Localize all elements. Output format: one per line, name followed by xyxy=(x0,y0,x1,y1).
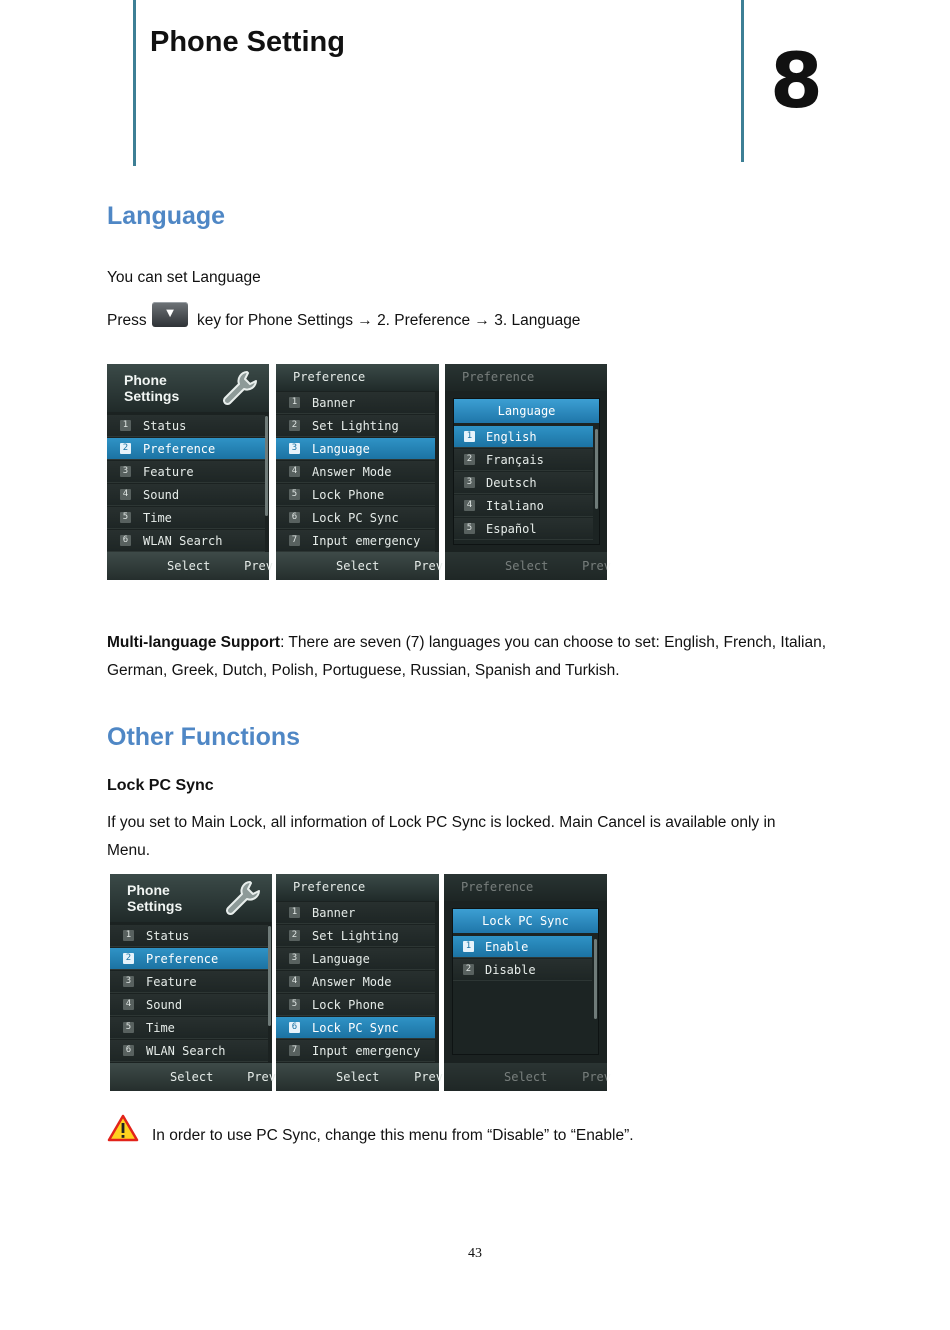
scrollbar[interactable] xyxy=(265,416,268,516)
item-number: 3 xyxy=(289,443,300,454)
popup-option[interactable] xyxy=(454,472,593,494)
select-softkey[interactable]: Select xyxy=(336,1070,380,1084)
menu-item[interactable] xyxy=(110,994,268,1016)
preference-item[interactable] xyxy=(276,1040,435,1062)
item-label: Set Lighting xyxy=(312,419,399,433)
preference-screen-2 xyxy=(276,874,443,1091)
item-number: 1 xyxy=(463,941,474,952)
scrollbar[interactable] xyxy=(268,926,271,1026)
prev-softkey[interactable]: Prev xyxy=(582,559,611,573)
item-label: Feature xyxy=(146,975,197,989)
item-label: Input emergency xyxy=(312,534,421,548)
menu-item[interactable] xyxy=(110,1017,268,1039)
item-label: WLAN Search xyxy=(146,1044,226,1058)
item-number: 4 xyxy=(289,976,300,987)
softkey-bar xyxy=(444,1063,611,1091)
item-label: Sound xyxy=(146,998,183,1012)
item-number: 2 xyxy=(464,454,475,465)
phone-settings-screen xyxy=(107,364,273,580)
screen-title: Preference xyxy=(445,364,607,391)
language-intro: You can set Language xyxy=(107,269,261,286)
popup-option[interactable] xyxy=(454,449,593,471)
item-label: Sound xyxy=(143,488,180,502)
select-softkey[interactable]: Select xyxy=(504,1070,548,1084)
select-softkey[interactable]: Select xyxy=(336,559,380,573)
item-label: Time xyxy=(146,1021,175,1035)
lock-pc-sync-subheading: Lock PC Sync xyxy=(107,777,214,794)
item-number: 7 xyxy=(289,535,300,546)
item-number: 4 xyxy=(120,489,131,500)
preference-screen xyxy=(276,364,443,580)
item-label: Enable xyxy=(485,940,529,954)
lock-pc-sync-text: If you set to Main Lock, all information of Lock PC Sync is locked. Main Cancel is available only in Menu. xyxy=(107,814,776,859)
item-number: 6 xyxy=(123,1045,134,1056)
item-label: Preference xyxy=(146,952,219,966)
item-number: 5 xyxy=(289,999,300,1010)
item-label: Banner xyxy=(312,396,356,410)
item-number: 3 xyxy=(120,466,131,477)
item-label: Language xyxy=(312,442,370,456)
wrench-icon xyxy=(217,368,261,408)
item-number: 5 xyxy=(289,489,300,500)
item-label: Lock PC Sync xyxy=(312,1021,399,1035)
prev-softkey[interactable]: Prev xyxy=(247,1070,276,1084)
lock-pc-sync-popup-screen xyxy=(444,874,611,1091)
language-popup-screen xyxy=(445,364,611,580)
item-label: Status xyxy=(143,419,187,433)
item-label: English xyxy=(486,430,537,444)
select-softkey[interactable]: Select xyxy=(505,559,549,573)
menu-item[interactable] xyxy=(110,925,268,947)
header-left-rule xyxy=(133,0,136,166)
navigation-path: key for Phone Settings → 2. Preference → 3. Language xyxy=(197,312,581,329)
prev-softkey[interactable]: Prev xyxy=(414,1070,443,1084)
multi-language-bold: Multi-language Support xyxy=(107,634,281,651)
item-label: Set Lighting xyxy=(312,929,399,943)
screen-title: Preference xyxy=(276,364,439,391)
preference-item[interactable] xyxy=(276,1017,435,1039)
item-label: Time xyxy=(143,511,172,525)
select-softkey[interactable]: Select xyxy=(170,1070,214,1084)
preference-item[interactable] xyxy=(276,948,435,970)
menu-item[interactable] xyxy=(110,1040,268,1062)
popup-title: Lock PC Sync xyxy=(453,909,598,933)
preference-item[interactable] xyxy=(276,438,435,460)
menu-item[interactable] xyxy=(107,415,265,437)
popup-title: Language xyxy=(454,399,599,423)
select-softkey[interactable]: Select xyxy=(167,559,211,573)
popup-option[interactable] xyxy=(453,959,592,981)
item-number: 6 xyxy=(289,512,300,523)
item-number: 6 xyxy=(289,1022,300,1033)
item-label: Lock Phone xyxy=(312,488,385,502)
preference-item[interactable] xyxy=(276,507,435,529)
item-number: 1 xyxy=(289,397,300,408)
item-label: Italiano xyxy=(486,499,544,513)
multi-language-paragraph xyxy=(107,629,837,685)
screen-title xyxy=(110,874,272,922)
language-heading: Language xyxy=(107,202,226,230)
item-label: Answer Mode xyxy=(312,465,392,479)
item-label: Lock Phone xyxy=(312,998,385,1012)
item-number: 2 xyxy=(289,420,300,431)
softkey-bar xyxy=(276,1063,443,1091)
item-number: 3 xyxy=(464,477,475,488)
page-number: 43 xyxy=(468,1246,482,1261)
item-label: Lock PC Sync xyxy=(312,511,399,525)
menu-item[interactable] xyxy=(110,948,268,970)
item-number: 5 xyxy=(123,1022,134,1033)
other-functions-heading: Other Functions xyxy=(107,723,301,751)
preference-item[interactable] xyxy=(276,902,435,924)
menu-item[interactable] xyxy=(107,438,265,460)
preference-item[interactable] xyxy=(276,925,435,947)
prev-softkey[interactable]: Prev xyxy=(582,1070,611,1084)
item-number: 5 xyxy=(464,523,475,534)
screen-title: Preference xyxy=(276,874,439,901)
warning-text: In order to use PC Sync, change this menu from “Disable” to “Enable”. xyxy=(152,1127,634,1144)
popup-option[interactable] xyxy=(454,495,593,517)
item-label: Status xyxy=(146,929,190,943)
item-label: Input emergency xyxy=(312,1044,421,1058)
item-number: 4 xyxy=(289,466,300,477)
item-number: 2 xyxy=(289,930,300,941)
warning-triangle-icon xyxy=(108,1114,138,1142)
menu-item[interactable] xyxy=(107,530,265,552)
screen-title xyxy=(107,364,269,412)
item-label: Language xyxy=(312,952,370,966)
softkey-bar xyxy=(445,552,611,580)
chapter-title: Phone Setting xyxy=(150,26,345,58)
scrollbar[interactable] xyxy=(595,429,598,509)
preference-item[interactable] xyxy=(276,971,435,993)
item-label: Français xyxy=(486,453,544,467)
prev-softkey[interactable]: Prev xyxy=(414,559,443,573)
title-line-1: Phone xyxy=(124,372,167,388)
down-arrow-key-icon: ▼ xyxy=(152,302,188,327)
item-label: WLAN Search xyxy=(143,534,223,548)
preference-item[interactable] xyxy=(276,484,435,506)
item-number: 4 xyxy=(123,999,134,1010)
chapter-number: 8 xyxy=(770,36,823,125)
wrench-icon xyxy=(220,878,264,918)
softkey-bar xyxy=(110,1063,276,1091)
menu-item[interactable] xyxy=(107,461,265,483)
item-number: 2 xyxy=(463,964,474,975)
lock-pc-sync-popup xyxy=(453,909,598,1054)
item-number: 1 xyxy=(464,431,475,442)
item-number: 7 xyxy=(289,1045,300,1056)
item-number: 2 xyxy=(120,443,131,454)
title-line-2: Settings xyxy=(124,388,180,404)
preference-item[interactable] xyxy=(276,530,435,552)
preference-item[interactable] xyxy=(276,994,435,1016)
item-number: 3 xyxy=(123,976,134,987)
item-number: 1 xyxy=(123,930,134,941)
preference-item[interactable] xyxy=(276,415,435,437)
scrollbar[interactable] xyxy=(594,939,597,1019)
item-number: 1 xyxy=(289,907,300,918)
popup-option[interactable] xyxy=(454,518,593,540)
item-number: 3 xyxy=(289,953,300,964)
language-popup xyxy=(454,399,599,544)
item-label: Answer Mode xyxy=(312,975,392,989)
item-number: 5 xyxy=(120,512,131,523)
item-number: 1 xyxy=(120,420,131,431)
title-line-2: Settings xyxy=(127,898,183,914)
phone-settings-screen-2 xyxy=(110,874,276,1091)
multi-language-text: : There are seven (7) languages you can choose to set: English, French, Italian, German, Greek, Dutch, Polish, Portuguese, Russian, Spanish and Turkish. xyxy=(107,634,827,679)
item-label: Disable xyxy=(485,963,536,977)
press-label: Press xyxy=(107,312,147,329)
softkey-bar xyxy=(107,552,273,580)
title-line-1: Phone xyxy=(127,882,170,898)
menu-item[interactable] xyxy=(107,484,265,506)
menu-item[interactable] xyxy=(107,507,265,529)
item-label: Preference xyxy=(143,442,216,456)
preference-item[interactable] xyxy=(276,461,435,483)
prev-softkey[interactable]: Prev xyxy=(244,559,273,573)
item-number: 4 xyxy=(464,500,475,511)
popup-option[interactable] xyxy=(454,426,593,448)
preference-item[interactable] xyxy=(276,392,435,414)
header-right-rule xyxy=(741,0,744,162)
menu-item[interactable] xyxy=(110,971,268,993)
item-number: 2 xyxy=(123,953,134,964)
softkey-bar xyxy=(276,552,443,580)
item-label: Banner xyxy=(312,906,356,920)
item-label: Español xyxy=(486,522,537,536)
item-label: Feature xyxy=(143,465,194,479)
item-label: Deutsch xyxy=(486,476,537,490)
popup-option[interactable] xyxy=(453,936,592,958)
item-number: 6 xyxy=(120,535,131,546)
screen-title: Preference xyxy=(444,874,607,901)
